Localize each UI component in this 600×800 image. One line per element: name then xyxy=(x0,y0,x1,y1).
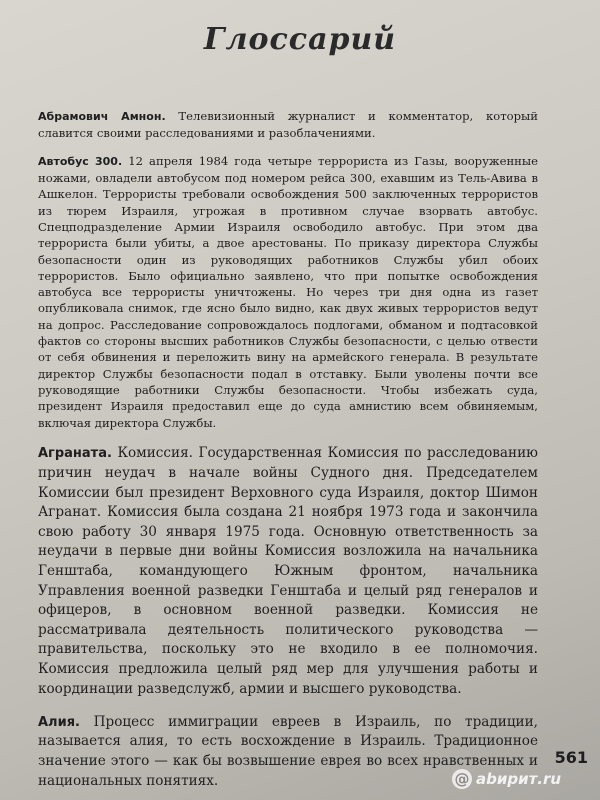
entry-term: Аграната. xyxy=(38,446,112,462)
site-watermark xyxy=(452,768,561,790)
entry-definition: Комиссия. Государственная Комиссия по расследованию причин неудач в начале войны Судного дня. Председателем Комиссии был президент Верховного суда Израиля, доктор Шимон Агранат. Комиссия была создана 21 ноября 1973 года и закончила свою работу 30 января 1975 года. Основную ответственность за неудачи в первые дни войны Комиссия возложила на начальника Генштаба, командующего Южным фронтом, начальника Управления военной разведки Генштаба и целый ряд генералов и офицеров, в основном военной разведки. Комиссия не рассматривала деятельность политического руководства — правительства, поскольку это не входило в ее полномочия. Комиссия предложила целый ряд мер для улучшения работы и координации разведслужб, армии и высшего руководства. xyxy=(38,445,538,697)
entry-term: Алия. xyxy=(38,714,80,730)
glossary-entry xyxy=(38,153,538,431)
glossary-entry xyxy=(38,444,538,699)
page-title: Глоссарий xyxy=(203,22,397,57)
entry-definition: Процесс иммиграции евреев в Израиль, по традиции, называется алия, то есть восхождение в Израиль. Традиционное значение этого — как бы возвышение еврея во всех нравственных и национальных понятиях. xyxy=(38,713,538,789)
glossary-entry xyxy=(38,108,538,142)
entry-definition: 12 апреля 1984 года четыре террориста из Газы, вооруженные ножами, овладели автобусом под номером рейса 300, ехавшим из Тель-Авива в Ашкелон. Террористы требовали освобождения 500 заключенных террористов из тюрем Израиля, угрожая в противном случае взорвать автобус. Спецподразделение Армии Израиля освободило автобус. При этом два террориста были убиты, а двое арестованы. По приказу директора Службы безопасности один из руководящих работников Службы убил обоих террористов. Было официально заявлено, что при попытке освобождения автобуса все террористы уничтожены. Но через три дня одна из газет опубликовала снимок, где ясно было видно, как двух живых террористов ведут на допрос. Расследование сопровождалось подлогами, обманом и подтасовкой фактов со стороны высших работников Службы безопасности, с целью отвести от себя обвинения и переложить вину на армейского генерала. В результате директор Службы безопасности подал в отставку. Были уволены почти все руководящие работники Службы безопасности. Чтобы избежать суда, президент Израиля предоставил еще до суда амнистию всем обвиняемым, включая директора Службы. xyxy=(38,153,538,430)
glossary-entries xyxy=(38,96,538,800)
watermark-logo-icon: @ xyxy=(452,769,472,789)
watermark-text: abирит.ru xyxy=(476,770,562,788)
entry-term: Автобус 300. xyxy=(38,154,123,168)
entry-term: Абрамович Амнон. xyxy=(38,109,166,123)
page-number: 561 xyxy=(554,748,588,767)
entry-definition: Телевизионный журналист и комментатор, который славится своими расследованиями и разоблачениями. xyxy=(38,108,538,140)
